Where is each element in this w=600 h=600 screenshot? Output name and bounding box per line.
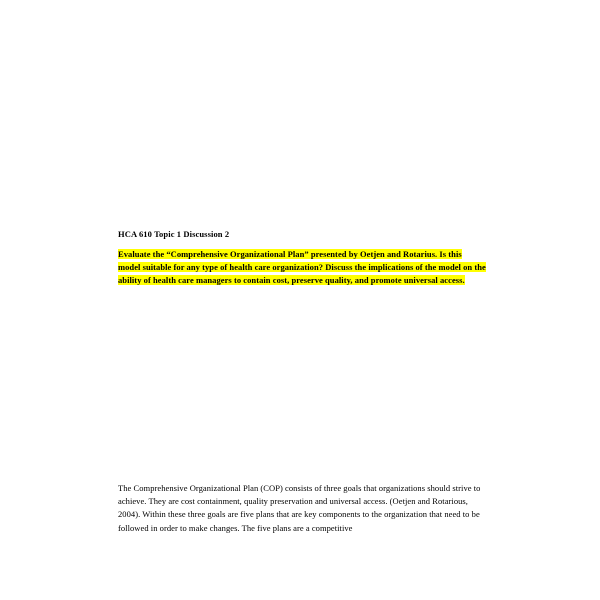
page-title: HCA 610 Topic 1 Discussion 2 — [118, 229, 230, 239]
highlighted-prompt — [118, 248, 486, 286]
body-paragraph: The Comprehensive Organizational Plan (COP) consists of three goals that organizations should strive to achieve. They are cost containment, quality preservation and universal access. (Oetjen and Rotarious, 2004). Within these three goals are five plans that are key components to the organization that need to be followed in order to make changes. The five plans are a competitive — [118, 483, 481, 533]
document-header-block — [118, 228, 486, 287]
highlighted-prompt-text: Evaluate the “Comprehensive Organizational Plan” presented by Oetjen and Rotarius. Is this model suitable for any type of health care organization? Discuss the implications of the model on the ability of health care managers to contain cost, preserve quality, and promote universal access. — [118, 249, 486, 285]
